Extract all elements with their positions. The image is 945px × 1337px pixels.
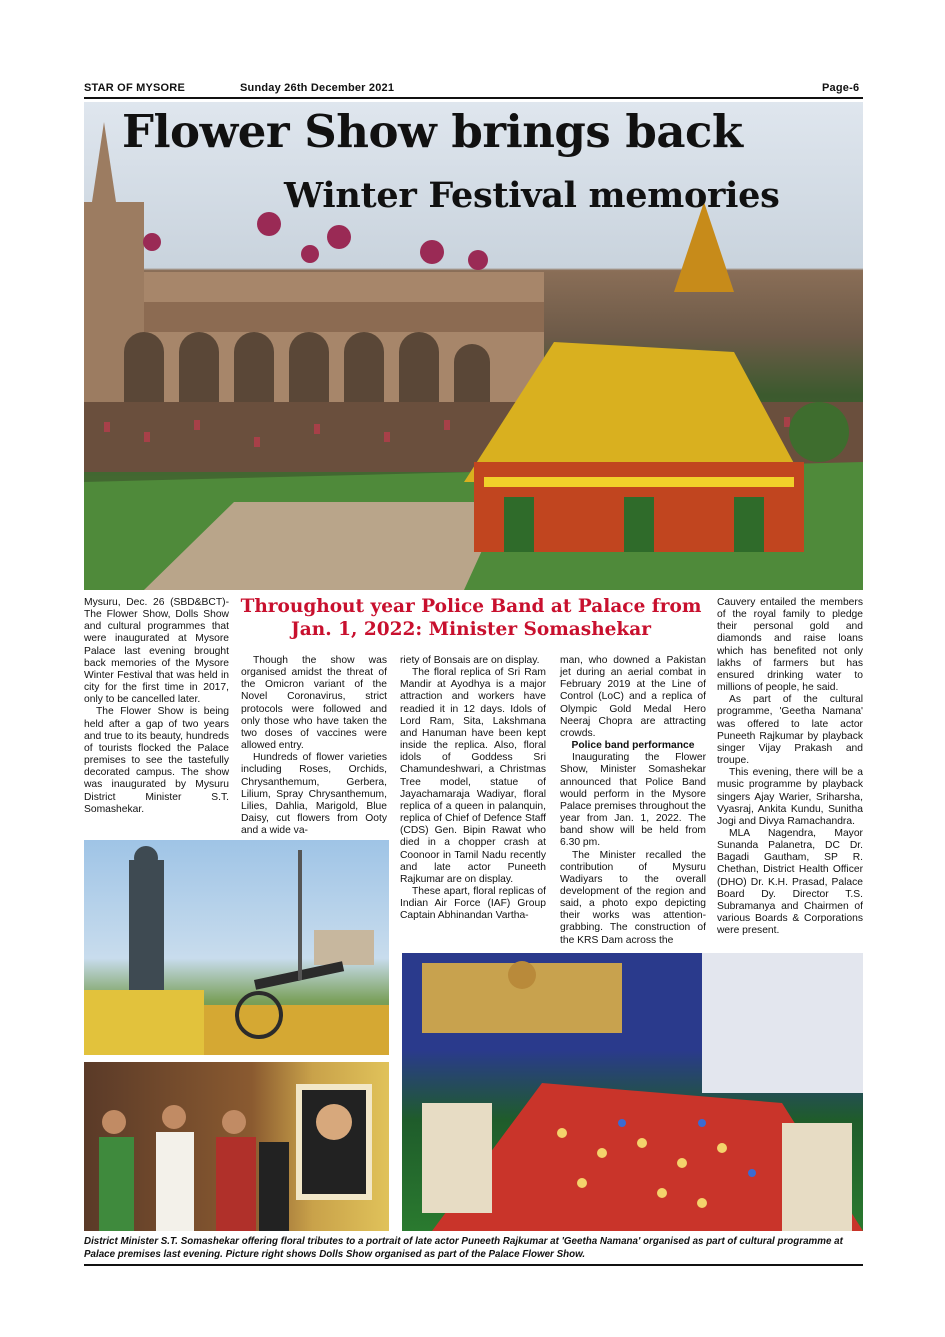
article-column-2	[241, 655, 387, 837]
paragraph: Though the show was organised amidst the threat of the Omicron variant of the Novel Coronavirus, strict protocols were followed and only those who have taken the two doses of vaccines were allowed entry.	[241, 655, 387, 752]
dolls-illustration	[402, 953, 863, 1231]
subheadline-line-2: Jan. 1, 2022: Minister Somashekar	[291, 619, 651, 640]
caption-line-2: Palace premises last evening. Picture right shows Dolls Show organised as part of the Palace Flower Show.	[84, 1248, 586, 1260]
photo-geetha-namana-tribute	[84, 1062, 389, 1231]
section-subhead: Police band performance	[571, 740, 695, 752]
caption-line-1: District Minister S.T. Somashekar offering floral tributes to a portrait of late actor Puneeth Rajkumar at 'Geetha Namana' organised as part of cultural programme at	[84, 1236, 843, 1247]
paragraph: These apart, floral replicas of Indian Air Force (IAF) Group Captain Abhinandan Vartha-	[400, 885, 546, 922]
bottom-rule	[84, 1264, 863, 1266]
newspaper-name: STAR OF MYSORE	[84, 82, 185, 94]
photo-statue-cannon	[84, 840, 389, 1055]
headline-line-2: Winter Festival memories	[284, 175, 780, 216]
statue-illustration	[84, 840, 389, 1055]
photo-dolls-show	[402, 953, 863, 1231]
photo-caption	[84, 1236, 863, 1261]
paragraph: The floral replica of Sri Ram Mandir at Ayodhya is a major attraction and workers have readied it in 12 days. Idols of Lord Ram, Sita, Lakshmana and Hanuman have been kept inside the replica. Also, floral idols of Goddess Sri Chamundeshwari, a Christmas Tree model, statue of Jayachamaraja Wadiyar, floral replica of a queen in palanquin, replica of Chief of Defence Staff (CDS) Gen. Bipin Rawat who died in a chopper crash at Coonoor in Tamil Nadu recently and late actor Puneeth Rajkumar are on display.	[400, 667, 546, 885]
paragraph: riety of Bonsais are on display.	[400, 655, 540, 666]
issue-date: Sunday 26th December 2021	[240, 82, 395, 94]
paragraph: Mysuru, Dec. 26 (SBD&BCT)- The Flower Show, Dolls Show and cultural programmes that were inaugurated at Mysore Palace last evening brought back memories of the Mysore Winter Festival that was held in city for the first time in 2017, only to be cancelled later.	[84, 597, 229, 706]
masthead-rule	[84, 97, 863, 99]
paragraph: Inaugurating the Flower Show, Minister Somashekar announced that Police Band would perform in the Mysore Palace premises throughout the year from Jan. 1, 2022. The band show will be held from 6.30 pm.	[560, 752, 706, 849]
hero-photo-palace-flower-show	[84, 102, 863, 590]
subheadline-line-1: Throughout year Police Band at Palace from	[240, 596, 702, 617]
paragraph: man, who downed a Pakistan jet during an aerial combat in February 2019 at the Line of Control (LoC) and a replica of Olympic Gold Medal Hero Neeraj Chopra are attracting crowds.	[560, 655, 706, 739]
paragraph: MLA Nagendra, Mayor Sunanda Palanetra, DC Dr. Bagadi Gautham, SP R. Chethan, District Health Officer (DHO) Dr. K.H. Prasad, Palace Board Dy. Director T.S. Subramanya and Chairmen of various Boards & Corporations were present.	[717, 827, 863, 937]
headline-line-1: Flower Show brings back	[122, 105, 743, 158]
article-column-3	[400, 655, 546, 922]
tribute-illustration	[84, 1062, 389, 1231]
paragraph: Hundreds of flower varieties including Roses, Orchids, Chrysanthemum, Gerbera, Lilium, Spray Chrysanthemum, Lilies, Dahlia, Marigold, Blue Daisy, cut flowers from Ooty and a wide va-	[241, 752, 387, 837]
paragraph: The Minister recalled the contribution of Mysuru Wadiyars to the overall development of the region and said, a photo expo depicting their works was attention-grabbing. The construction of the KRS Dam across the	[560, 849, 706, 946]
paragraph: This evening, there will be a music programme by playback singers Ajay Warier, Sriharsha, Vyasraj, Ankita Kundu, Sunitha Jogi and Divya Ramachandra.	[717, 767, 863, 827]
article-column-4	[560, 655, 706, 947]
paragraph: As part of the cultural programme, 'Geetha Namana' was offered to late actor Puneeth Rajkumar by playback singer Vijay Prakash and troupe.	[717, 694, 863, 767]
article-column-5	[717, 597, 863, 937]
page-number: Page-6	[822, 82, 860, 94]
subheadline	[236, 595, 706, 641]
paragraph: Cauvery entailed the members of the royal family to pledge their personal gold and diamonds and raise loans which has benefited not only lakhs of farmers but has ensured drinking water to millions of people, he said.	[717, 597, 863, 694]
paragraph: The Flower Show is being held after a gap of two years and true to its beauty, hundreds of tourists flocked the Palace premises to see the tastefully decorated campus. The show was inaugurated by Mysuru District Minister S.T. Somashekar.	[84, 706, 229, 815]
article-column-1	[84, 597, 229, 816]
